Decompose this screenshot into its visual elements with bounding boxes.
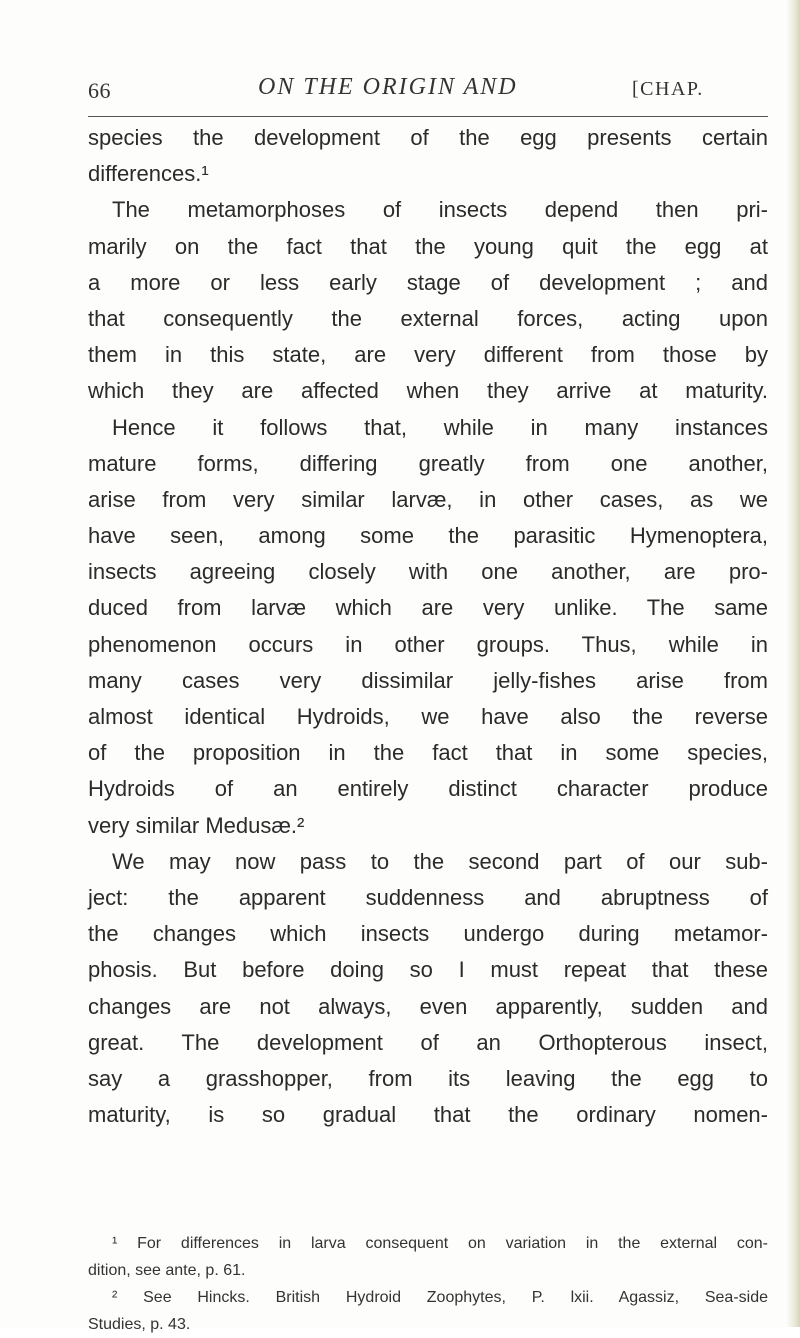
text-line: The metamorphoses of insects depend then pri- xyxy=(112,197,768,223)
page-number: 66 xyxy=(88,78,111,103)
footnote-line: dition, see ante, p. 61. xyxy=(88,1262,246,1279)
text-line: them in this state, are very different from those by xyxy=(88,342,768,368)
text-line: which they are affected when they arrive at maturity. xyxy=(88,378,768,404)
footnote-line: Studies, p. 43. xyxy=(88,1316,191,1333)
text-line: say a grasshopper, from its leaving the egg to xyxy=(88,1065,768,1091)
text-line: We may now pass to the second part of our sub- xyxy=(112,848,768,874)
text-line: phosis. But before doing so I must repeat that these xyxy=(88,957,768,983)
text-line: Hydroids of an entirely distinct character produce xyxy=(88,776,768,802)
page-edge-shadow xyxy=(786,0,800,1327)
text-line: duced from larvæ which are very unlike. The same xyxy=(88,595,768,621)
text-line: ject: the apparent suddenness and abruptness of xyxy=(88,884,768,910)
text-line: a more or less early stage of development ; and xyxy=(88,269,768,295)
text-line: arise from very similar larvæ, in other cases, as we xyxy=(88,486,768,512)
text-line: changes are not always, even apparently, sudden and xyxy=(88,993,768,1019)
text-line: mature forms, differing greatly from one another, xyxy=(88,450,768,476)
text-line: great. The development of an Orthopterous insect, xyxy=(88,1029,768,1055)
text-line: have seen, among some the parasitic Hymenoptera, xyxy=(88,523,768,549)
running-title: ON THE ORIGIN AND xyxy=(258,74,518,100)
text-line: many cases very dissimilar jelly-fishes arise from xyxy=(88,667,768,693)
chapter-mark: [CHAP. xyxy=(632,78,704,100)
text-line: marily on the fact that the young quit the egg at xyxy=(88,233,768,259)
text-line: differences.¹ xyxy=(88,161,209,187)
text-line: Hence it follows that, while in many instances xyxy=(112,414,768,440)
footnote-line: ¹ For differences in larva consequent on variation in the external con- xyxy=(112,1235,768,1252)
text-line: insects agreeing closely with one another, are pro- xyxy=(88,559,768,585)
text-line: very similar Medusæ.² xyxy=(88,812,305,838)
text-line: phenomenon occurs in other groups. Thus, while in xyxy=(88,631,768,657)
footnote-line: ² See Hincks. British Hydroid Zoophytes, P. lxii. Agassiz, Sea-side xyxy=(112,1289,768,1306)
body-text xyxy=(88,120,768,1133)
running-header xyxy=(88,74,768,108)
text-line: maturity, is so gradual that the ordinary nomen- xyxy=(88,1102,768,1128)
header-rule xyxy=(88,116,768,117)
text-line: species the development of the egg presents certain xyxy=(88,125,768,150)
text-line: that consequently the external forces, acting upon xyxy=(88,305,768,331)
text-line: almost identical Hydroids, we have also the reverse xyxy=(88,704,768,729)
text-line: the changes which insects undergo during metamor- xyxy=(88,921,768,947)
text-line: of the proposition in the fact that in some species, xyxy=(88,740,768,766)
footnotes xyxy=(88,1230,768,1338)
